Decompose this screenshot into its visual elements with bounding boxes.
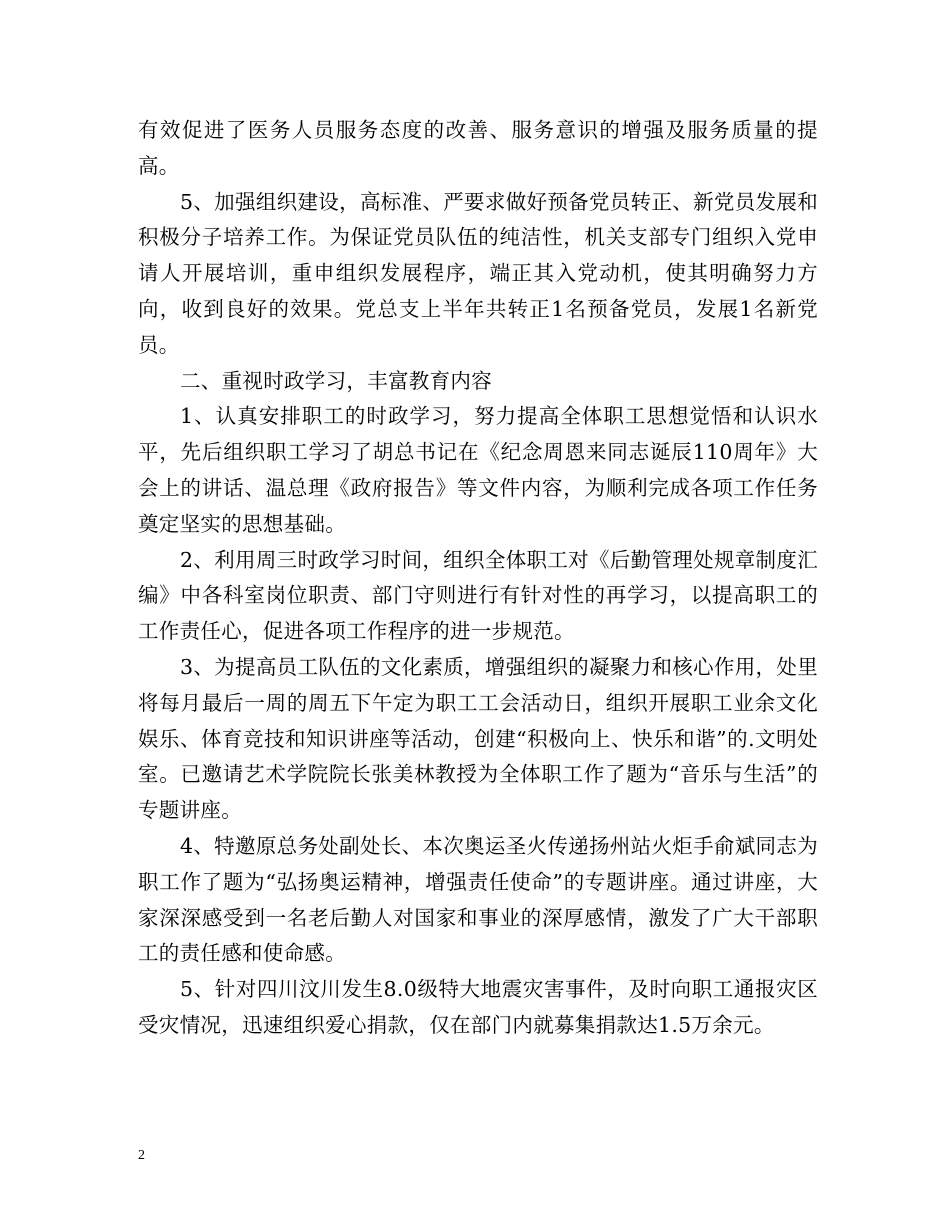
document-body — [138, 113, 818, 1044]
paragraph-organization-building: 5、加强组织建设，高标准、严要求做好预备党员转正、新党员发展和积极分子培养工作。为保证党员队伍的纯洁性，机关支部专门组织入党申请人开展培训，重申组织发展程序，端正其入党动机，使其明确努力方向，收到良好的效果。党总支上半年共转正1名预备党员，发展1名新党员。 — [138, 189, 818, 357]
paragraph-political-study-5: 5、针对四川汶川发生8.0级特大地震灾害事件，及时向职工通报灾区受灾情况，迅速组织爱心捐款，仅在部门内就募集捐款达1.5万余元。 — [138, 977, 818, 1037]
paragraph-continuation: 有效促进了医务人员服务态度的改善、服务意识的增强及服务质量的提高。 — [138, 118, 818, 178]
page-number: 2 — [138, 1148, 145, 1163]
paragraph-political-study-4: 4、特邀原总务处副处长、本次奥运圣火传递扬州站火炬手俞斌同志为职工作了题为“弘扬奥运精神，增强责任使命”的专题讲座。通过讲座，大家深深感受到一名老后勤人对国家和事业的深厚感情，激发了广大干部职工的责任感和使命感。 — [138, 833, 818, 966]
section-heading-political-study: 二、重视时政学习，丰富教育内容 — [180, 368, 492, 393]
paragraph-political-study-3: 3、为提高员工队伍的文化素质，增强组织的凝聚力和核心作用，处里将每月最后一周的周五下午定为职工工会活动日，组织开展职工业余文化娱乐、体育竞技和知识讲座等活动，创建“积极向上、快乐和谐”的.文明处室。已邀请艺术学院院长张美林教授为全体职工作了题为“音乐与生活”的专题讲座。 — [138, 654, 818, 823]
paragraph-political-study-2: 2、利用周三时政学习时间，组织全体职工对《后勤管理处规章制度汇编》中各科室岗位职责、部门守则进行有针对性的再学习，以提高职工的工作责任心，促进各项工作程序的进一步规范。 — [138, 547, 818, 644]
paragraph-political-study-1: 1、认真安排职工的时政学习，努力提高全体职工思想觉悟和认识水平，先后组织职工学习了胡总书记在《纪念周恩来同志诞辰110周年》大会上的讲话、温总理《政府报告》等文件内容，为顺利完成各项工作任务奠定坚实的思想基础。 — [138, 404, 818, 536]
